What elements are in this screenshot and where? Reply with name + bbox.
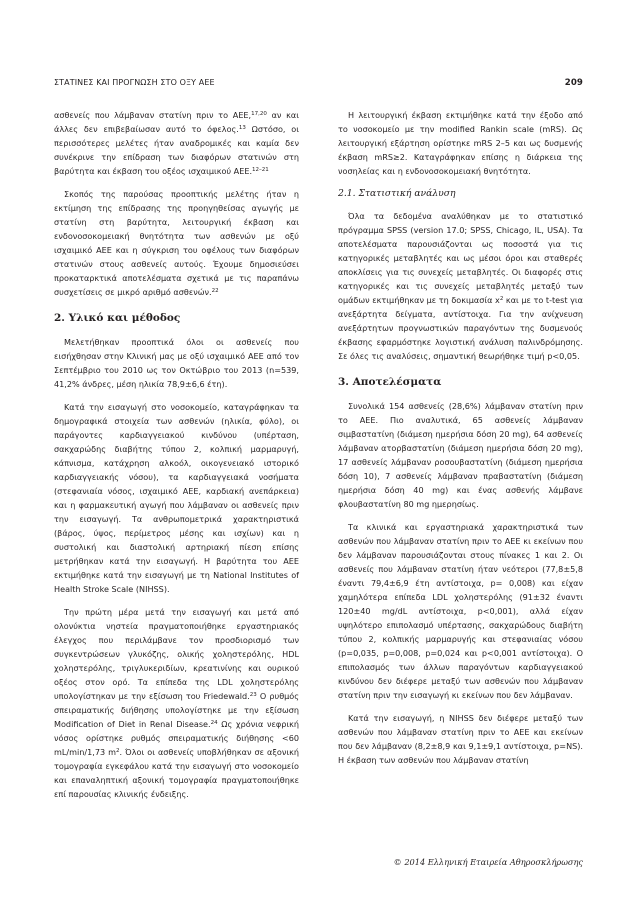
paragraph-admission-data: Κατά την εισαγωγή στο νοσοκομείο, καταγράφηκαν τα δημογραφικά στοιχεία των ασθενών (ηλικία, φύλο), οι παράγοντες καρδιαγγειακού κινδύνου (υπέρταση, σακχαρώδης διαβήτης τύπου 2, κολπική μαρμαρυγή, κάπνισμα, κατάχρηση αλκοόλ, οικογενειακό ιστορικό καρδιαγγειακής νόσου), τα καρδιαγγειακά νοσήματα (στεφανιαία νόσος, ισχαιμικό ΑΕΕ, καρδιακή ανεπάρκεια) και η φαρμακευτική αγωγή που λάμβαναν οι ασθενείς πριν την εισαγωγή. Τα ανθρωπομετρικά χαρακτηριστικά (βάρος, ύψος, περίμετρος μέσης και ισχίων) και η συστολική και διαστολική αρτηριακή πίεση επίσης μετρήθηκαν κατά την εισαγωγή. Η βαρύτητα του ΑΕΕ εκτιμήθηκε κατά την εισαγωγή με τη National Institutes of Health Stroke Scale (NIHSS). [54, 402, 299, 594]
running-title: ΣΤΑΤΙΝΕΣ ΚΑΙ ΠΡΟΓΝΩΣΗ ΣΤΟ ΟΞΥ ΑΕΕ [54, 78, 215, 87]
citation-superscript: 24 [210, 720, 218, 726]
citation-superscript: 12–21 [252, 167, 269, 173]
paragraph-statistics: Όλα τα δεδομένα αναλύθηκαν με το στατιστικό πρόγραμμα SPSS (version 17.0; SPSS, Chicago, IL, USA). Τα αποτελέσματα παρουσιάζονται ως ποσοστά για τις κατηγορικές μεταβλητές και ως μέσοι όροι και σταθερές αποκλίσεις για τις συνεχείς μεταβλητές. Οι διαφορές στις κατηγορικές και τις συνεχείς μεταβλητές μεταξύ των ομάδων εκτιμήθηκαν με τη δοκιμασία $x^2$ και με το t-test για ανεξάρτητα δείγματα, αντίστοιχα. Για την ανίχνευση ανεξάρτητων προγνωστικών παραγόντων της δυσμενούς έκβασης εφαρμόστηκε λογιστική ανάλυση παλινδρόμησης. Σε όλες τις αναλύσεις, σημαντική θεωρήθηκε τιμή p<0,05. [338, 211, 583, 361]
subsection-heading-statistics: 2.1. Στατιστική ανάλυση [338, 188, 456, 199]
section-heading-results: 3. Αποτελέσματα [338, 376, 442, 388]
left-column [54, 108, 299, 810]
citation-superscript: 17,20 [251, 111, 267, 117]
citation-superscript: 22 [211, 288, 219, 294]
exponent-superscript: 2 [499, 296, 504, 302]
paragraph-functional-outcome: Η λειτουργική έκβαση εκτιμήθηκε κατά την έξοδο από το νοσοκομείο με την modified Rankin scale (mRS). Ως λειτουργική εξάρτηση ορίστηκε mRS 2–5 και ως δυσμενής έκβαση mRS≥2. Καταγράφηκαν επίσης η διάρκεια της νοσηλείας και η ενδονοσοκομειακή θνητότητα. [338, 110, 583, 176]
copyright-footer: © 2014 Ελληνική Εταιρεία Αθηροσκλήρωσης [393, 857, 583, 867]
paragraph-intro-continued: ασθενείς που λάμβαναν στατίνη πριν το ΑΕΕ,$^{17,20}$ αν και άλλες δεν επιβεβαίωσαν αυτό το όφελος.$^{13}$ Ωστόσο, οι περισσότερες μελέτες ήταν αναδρομικές και καμία δεν συνέκρινε την επίδραση των διαφόρων στατινών στη βαρύτητα και έκβαση του οξέος ισχαιμικού ΑΕΕ.$^{12-21}$ [54, 110, 299, 176]
section-heading-methods: 2. Υλικό και μέθοδος [54, 312, 181, 324]
citation-superscript: 23 [249, 692, 257, 698]
citation-superscript: 13 [238, 125, 246, 131]
paragraph-characteristics: Τα κλινικά και εργαστηριακά χαρακτηριστικά των ασθενών που λάμβαναν στατίνη πριν το ΑΕΕ κι εκείνων που δεν λάμβαναν παρουσιάζονται στους πίνακες 1 και 2. Οι ασθενείς που λάμβαναν στατίνη ήταν νεότεροι (77,8±5,8 έναντι 79,4±6,9 έτη αντίστοιχα, p= 0,008) και είχαν χαμηλότερα επίπεδα LDL χοληστερόλης (91±32 έναντι 120±40 mg/dL αντίστοιχα, p<0,001), αλλά είχαν υψηλότερο επιπολασμό υπέρτασης, σακχαρώδους διαβήτη τύπου 2, κολπικής μαρμαρυγής και στεφανιαίας νόσου (p=0,035, p=0,008, p=0,024 και p<0,001 αντίστοιχα). Ο επιπολασμός των άλλων παραγόντων καρδιαγγειακού κινδύνου δεν διέφερε μεταξύ των ασθενών που λάμβαναν στατίνη πριν την εισαγωγή κι εκείνων που δεν λάμβαναν. [338, 522, 583, 700]
right-column [338, 108, 583, 776]
paragraph-aim: Σκοπός της παρούσας προοπτικής μελέτης ήταν η εκτίμηση της επίδρασης της προηγηθείσας αγωγής με στατίνη στη βαρύτητα, λειτουργική έκβαση και ενδονοσοκομειακή θνητότητα των ασθενών με οξύ ισχαιμικό ΑΕΕ και η σύγκριση του οφέλους των διαφόρων στατινών στους ασθενείς αυτούς. Έχουμε δημοσιεύσει προκαταρκτικά αποτελέσματα σχετικά με τις παραπάνω συσχετίσεις σε μικρό αριθμό ασθενών.$^{22}$ [54, 189, 299, 297]
page-number: 209 [564, 78, 583, 88]
paragraph-study-population: Μελετήθηκαν προοπτικά όλοι οι ασθενείς που εισήχθησαν στην Κλινική μας με οξύ ισχαιμικό ΑΕΕ από τον Σεπτέμβριο του 2010 ως τον Οκτώβριο του 2013 (n=539, 41,2% άνδρες, μέση ηλικία 78,9±6,6 έτη). [54, 337, 299, 389]
paragraph-nihss: Κατά την εισαγωγή, η NIHSS δεν διέφερε μεταξύ των ασθενών που λάμβαναν στατίνη πριν το ΑΕΕ και εκείνων που δεν λάμβαναν (8,2±8,9 και 9,1±9,1 αντίστοιχα, p=NS). Η έκβαση των ασθενών που λάμβαναν στατίνη [338, 713, 583, 765]
paragraph-statin-counts: Συνολικά 154 ασθενείς (28,6%) λάμβαναν στατίνη πριν το ΑΕΕ. Πιο αναλυτικά, 65 ασθενείς λάμβαναν σιμβαστατίνη (διάμεση ημερήσια δόση 20 mg), 64 ασθενείς λάμβαναν ατορβαστατίνη (διάμεση ημερήσια δόση 20 mg), 17 ασθενείς λάμβαναν ροσουβαστατίνη (διάμεση ημερήσια δόση 10), 7 ασθενείς λάμβαναν πραβαστατίνη (διάμεση ημερήσια δόση 40 mg) και ένας ασθενής λάμβανε φλουβαστατίνη 80 mg ημερησίως. [338, 401, 583, 509]
running-header [54, 76, 583, 90]
paragraph-lab-tests: Την πρώτη μέρα μετά την εισαγωγή και μετά από ολονύκτια νηστεία πραγματοποιήθηκε εργαστηριακός έλεγχος που περιλάμβανε τον προσδιορισμό των συγκεντρώσεων γλυκόζης, ολικής χοληστερόλης, HDL χοληστερόλης, τριγλυκεριδίων, κρεατινίνης και ουρικού οξέος στον ορό. Τα επίπεδα της LDL χοληστερόλης υπολογίστηκαν με την εξίσωση του Friedewald.$^{23}$ Ο ρυθμός σπειραματικής διήθησης υπολογίστηκε με την εξίσωση Modification of Diet in Renal Disease.$^{24}$ Ως χρόνια νεφρική νόσος ορίστηκε ρυθμός σπειραματικής διήθησης <60 mL/min/1,73 $m^2$. Όλοι οι ασθενείς υποβλήθηκαν σε αξονική τομογραφία εγκεφάλου κατά την εισαγωγή στο νοσοκομείο και επαναληπτική αξονική τομογραφία πραγματοποιήθηκε επί παρουσίας κλινικής ένδειξης. [54, 607, 299, 799]
unit-superscript: 2 [116, 748, 120, 754]
